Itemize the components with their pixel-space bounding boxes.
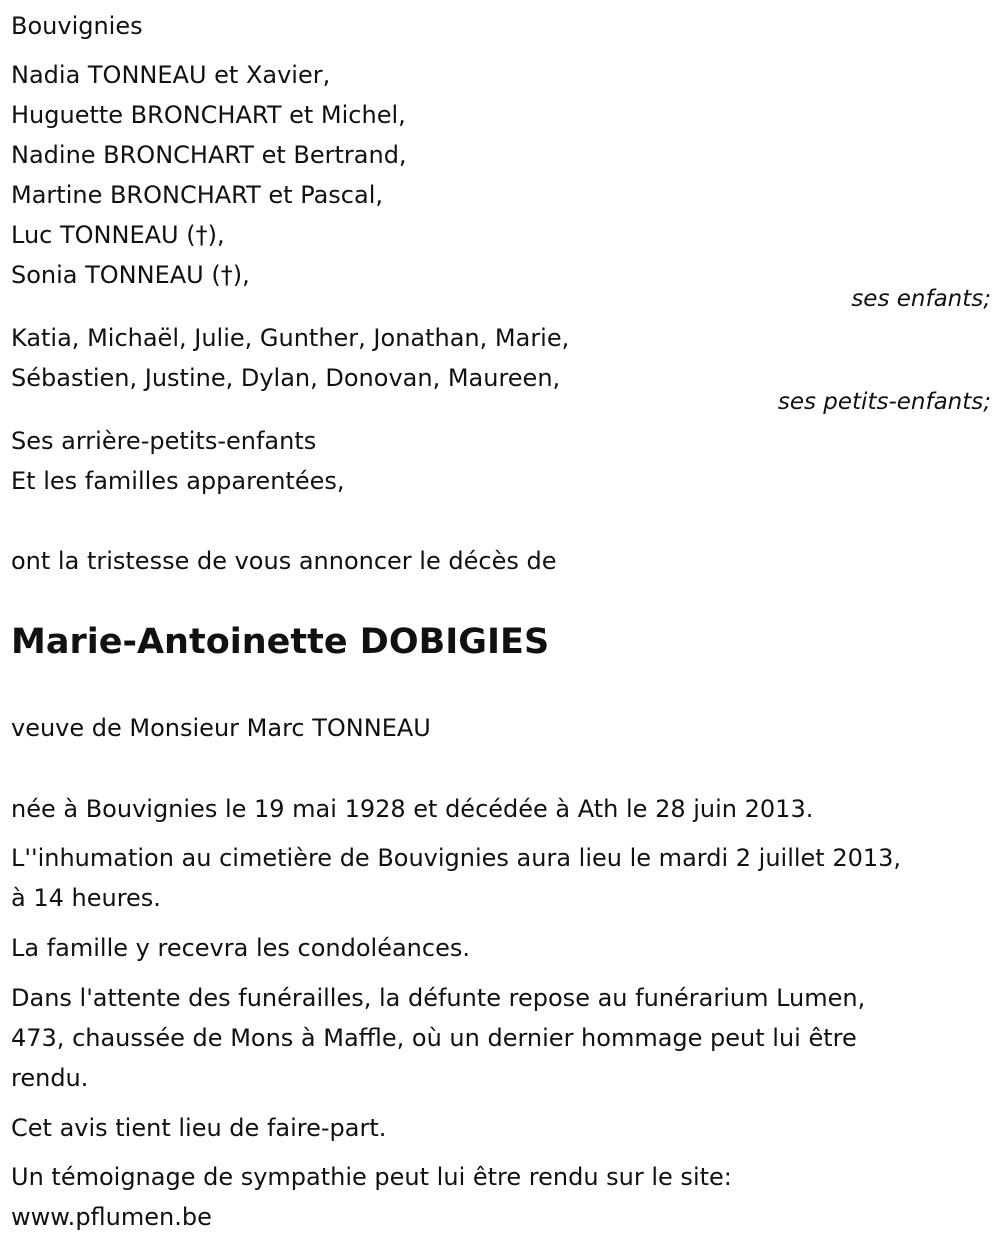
birth-death: née à Bouvignies le 19 mai 1928 et décédée à Ath le 28 juin 2013.	[11, 795, 814, 823]
grandchildren-line: Katia, Michaël, Julie, Gunther, Jonathan, Marie,	[11, 324, 570, 352]
announcement: ont la tristesse de vous annoncer le décès de	[11, 547, 557, 575]
burial-line: L''inhumation au cimetière de Bouvignies aura lieu le mardi 2 juillet 2013,	[11, 844, 902, 872]
others-line: Ses arrière-petits-enfants	[11, 427, 317, 455]
child-line: Nadine BRONCHART et Bertrand,	[11, 141, 407, 169]
children-label: ses enfants;	[851, 286, 991, 312]
viewing-line: 473, chaussée de Mons à Maffle, où un dernier hommage peut lui être	[11, 1024, 857, 1052]
viewing-line: Dans l'attente des funérailles, la défunte repose au funérarium Lumen,	[11, 984, 866, 1012]
child-line: Martine BRONCHART et Pascal,	[11, 181, 383, 209]
burial-line: à 14 heures.	[11, 884, 161, 912]
website-link[interactable]: www.pflumen.be	[11, 1203, 212, 1231]
condolences: La famille y recevra les condoléances.	[11, 934, 470, 962]
sympathy-line: Un témoignage de sympathie peut lui être rendu sur le site:	[11, 1163, 732, 1191]
child-line: Nadia TONNEAU et Xavier,	[11, 61, 331, 89]
grandchildren-line: Sébastien, Justine, Dylan, Donovan, Maureen,	[11, 364, 561, 392]
viewing-line: rendu.	[11, 1064, 89, 1092]
place-name: Bouvignies	[11, 12, 143, 40]
widow-of: veuve de Monsieur Marc TONNEAU	[11, 714, 431, 742]
faire-part-note: Cet avis tient lieu de faire-part.	[11, 1114, 387, 1142]
deceased-name: Marie-Antoinette DOBIGIES	[11, 622, 550, 662]
child-line: Luc TONNEAU (†),	[11, 221, 225, 249]
child-line: Huguette BRONCHART et Michel,	[11, 101, 406, 129]
child-line: Sonia TONNEAU (†),	[11, 261, 250, 289]
grandchildren-label: ses petits-enfants;	[777, 389, 991, 415]
others-line: Et les familles apparentées,	[11, 467, 345, 495]
